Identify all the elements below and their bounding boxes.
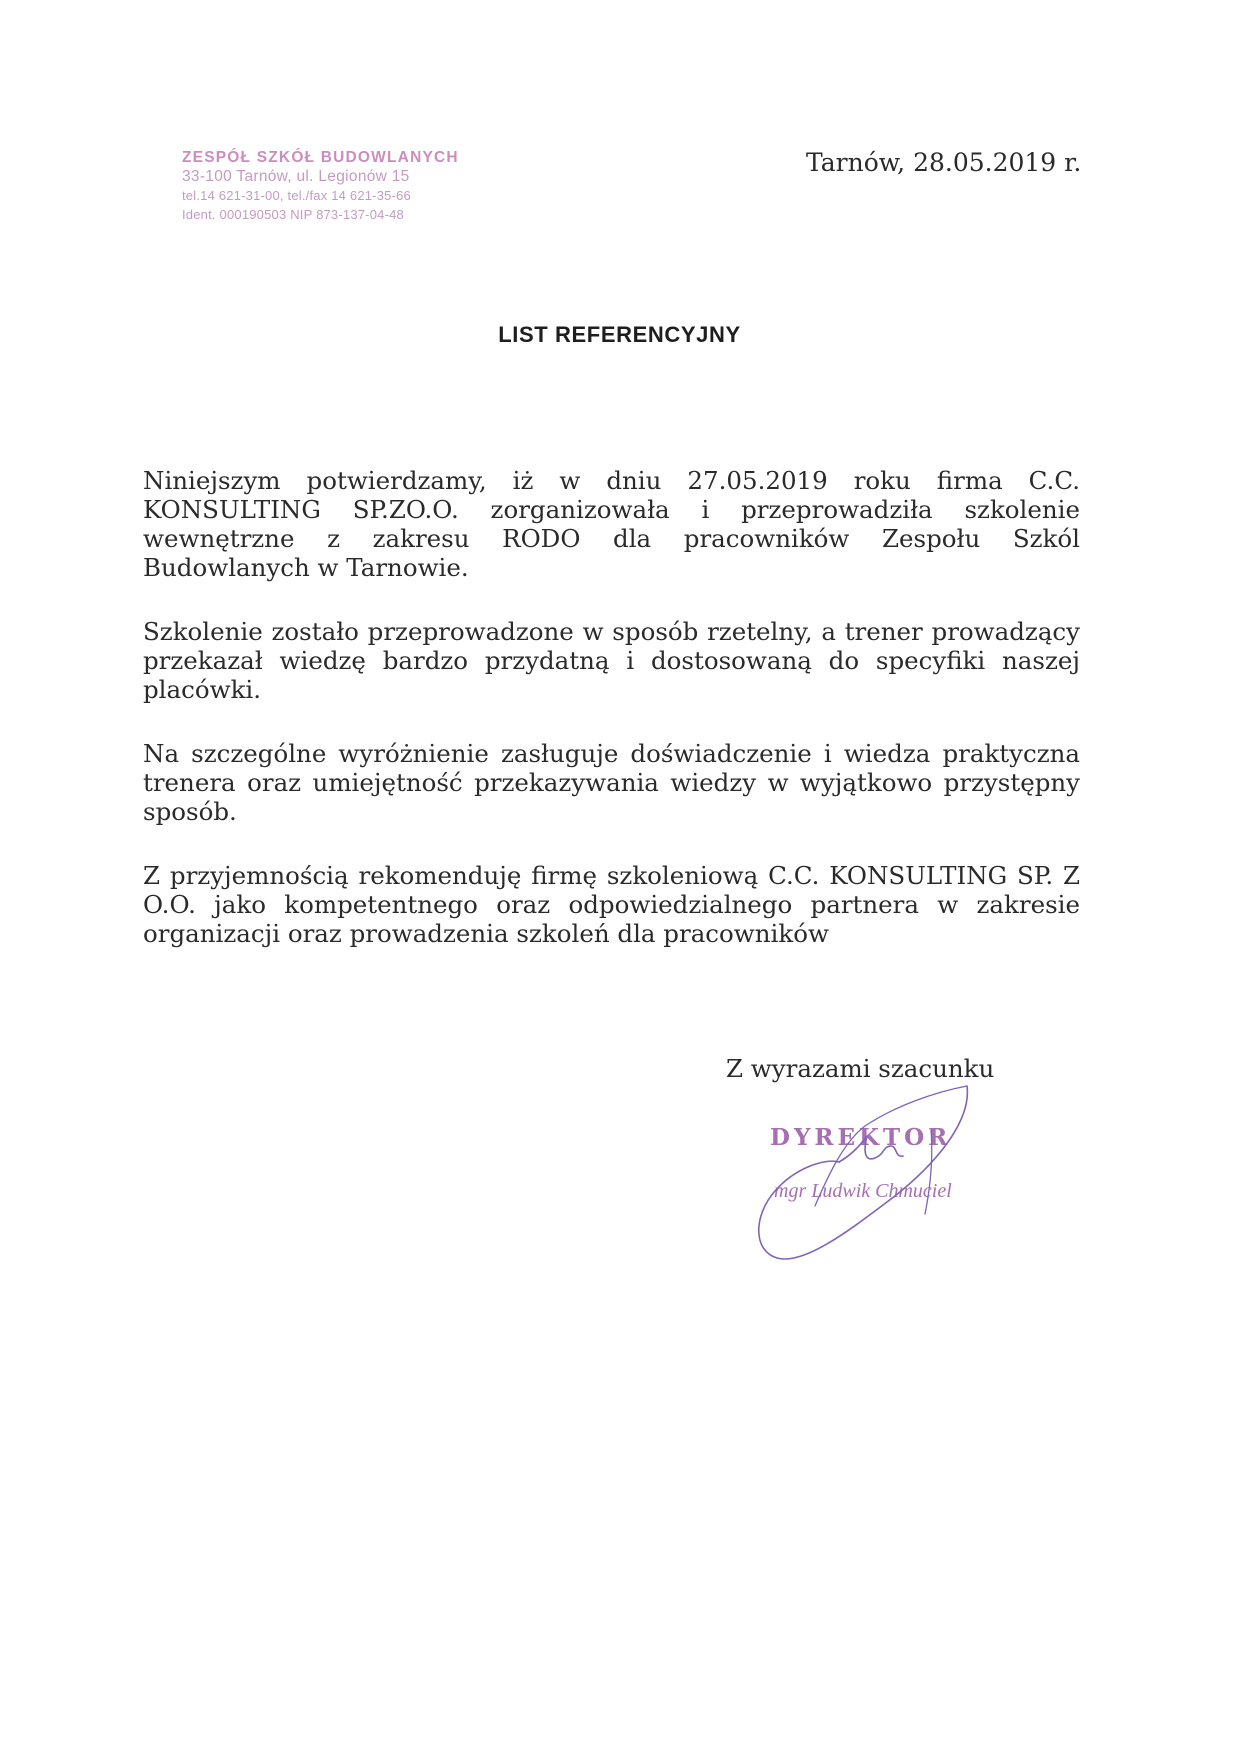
director-name: mgr Ludwik Chmuciel <box>774 1180 952 1202</box>
letter-body <box>143 466 1080 983</box>
paragraph-quality: Szkolenie zostało przeprowadzone w sposób rzetelny, a trener prowadzący przekazał wiedzę bardzo przydatną i dostosowaną do specyfiki naszej placówki. <box>143 617 1080 704</box>
letter-title: LIST REFERENCYJNY <box>498 322 741 347</box>
school-stamp <box>182 148 459 224</box>
closing-phrase: Z wyrazami szacunku <box>726 1054 995 1083</box>
stamp-address: 33-100 Tarnów, ul. Legionów 15 <box>182 168 410 185</box>
director-title: DYREKTOR <box>770 1124 952 1151</box>
director-stamp <box>760 1092 1020 1252</box>
paragraph-recommendation: Z przyjemnością rekomenduję firmę szkoleniową C.C. KONSULTING SP. Z O.O. jako kompetentnego oraz odpowiedzialnego partnera w zakresie organizacji oraz prowadzenia szkoleń dla pracowników <box>143 861 1080 948</box>
stamp-phone: tel.14 621-31-00, tel./fax 14 621-35-66 <box>182 188 411 203</box>
paragraph-confirmation: Niniejszym potwierdzamy, iż w dniu 27.05.2019 roku firma C.C. KONSULTING SP.ZO.O. zorganizowała i przeprowadziła szkolenie wewnętrzne z zakresu RODO dla pracowników Zespołu Szkól Budowlanych w Tarnowie. <box>143 466 1080 582</box>
stamp-school-name: ZESPÓŁ SZKÓŁ BUDOWLANYCH <box>182 149 459 166</box>
stamp-identifiers: Ident. 000190503 NIP 873-137-04-48 <box>182 207 404 222</box>
handwritten-signature <box>735 1086 1015 1286</box>
letter-date: Tarnów, 28.05.2019 r. <box>806 148 1082 177</box>
paragraph-distinction: Na szczególne wyróżnienie zasługuje doświadczenie i wiedza praktyczna trenera oraz umiejętność przekazywania wiedzy w wyjątkowo przystępny sposób. <box>143 739 1080 826</box>
